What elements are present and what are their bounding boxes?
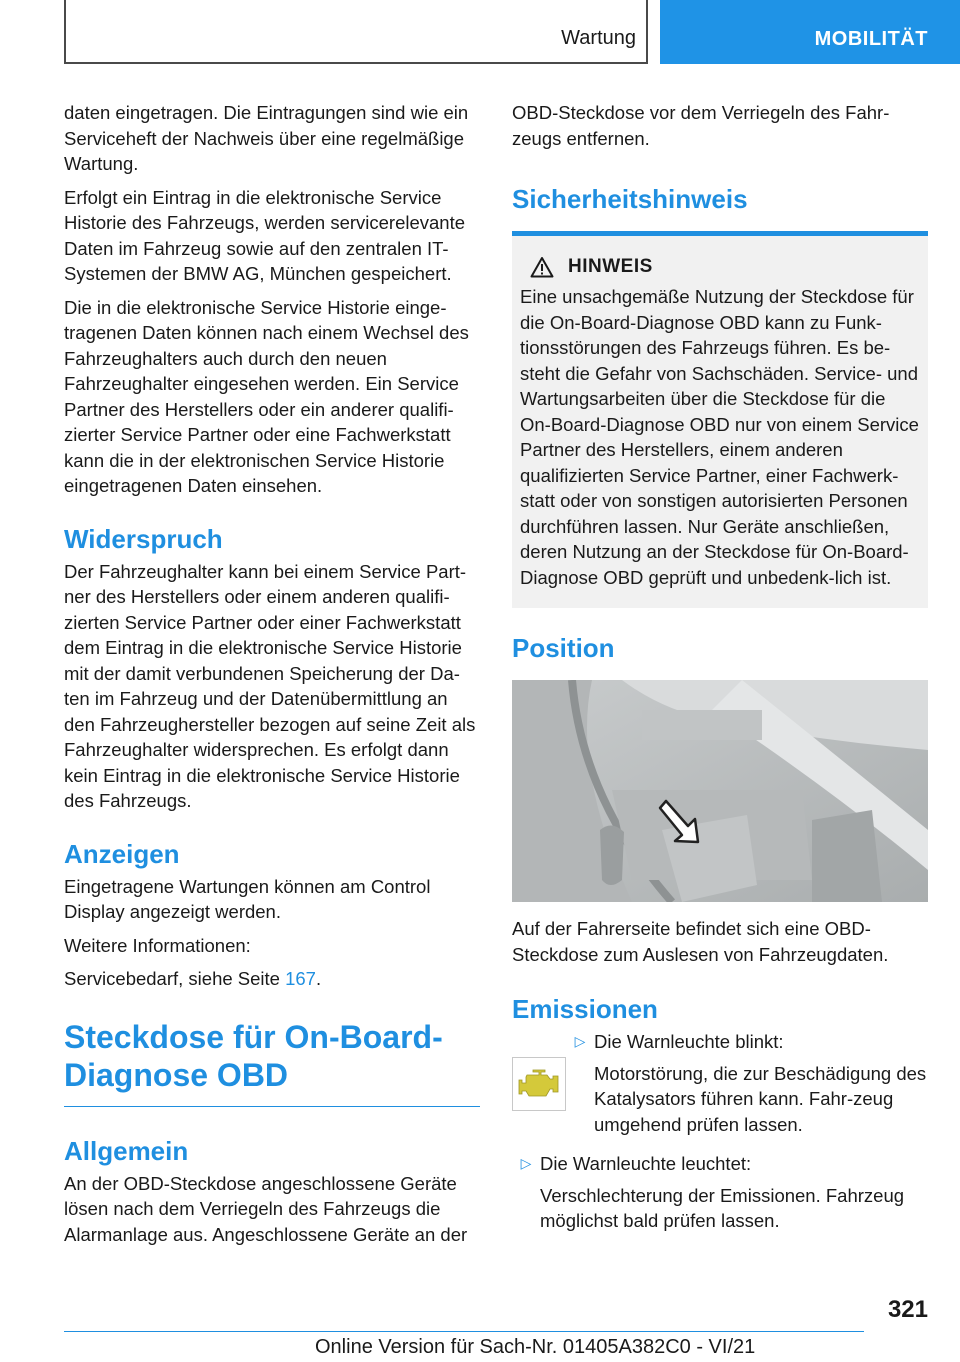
heading-sicherheitshinweis: Sicherheitshinweis: [512, 183, 928, 236]
notice-title: HINWEIS: [568, 256, 653, 277]
emission-item: [512, 1029, 928, 1143]
paragraph: Erfolgt ein Eintrag in die elektronische Service Historie des Fahrzeugs, werden servicerelevante Daten im Fahrzeug sowie auf den zentralen IT-Systemen der BMW AG, München gespeichert.: [64, 186, 466, 284]
notice-text: Eine unsachgemäße Nutzung der Steckdose für die On-Board-Diagnose OBD kann zu Funk‐tionsstörungen des Fahrzeugs führen. Es be‐steht die Gefahr von Sachschäden. Service- und Wartungsarbeiten über die Steckdose für die On-Board-Diagnose OBD nur von einem Service Partner des Herstellers, einem anderen qualifizierten Service Partner, einer Fachwerk‐statt oder von sonstigen autorisierten Personen durchführen lassen. Nur Geräte anschließen, deren Nutzung an der Steckdose für On-Board-Diagnose OBD geprüft und unbedenk‐lich ist.: [520, 286, 919, 588]
paragraph: OBD-Steckdose vor dem Verriegeln des Fahr‐zeugs entfernen.: [512, 102, 890, 149]
paragraph: Der Fahrzeughalter kann bei einem Service Part‐ner des Herstellers oder einem anderen qualifi‐zierten Service Partner oder einer Fachwerkstatt dem Eintrag in die elektronische Service Historie mit der damit verbundenen Speicherung der Da‐ten im Fahrzeug und der Datenübermittlung an den Fahrzeughersteller bezogen auf seine Zeit als Fahrzeughalter widersprechen. Es erfolgt dann kein Eintrag in die elektronische Service Historie des Fahrzeugs.: [64, 560, 476, 811]
heading-widerspruch: Widerspruch: [64, 523, 223, 554]
heading-emissionen: Emissionen: [512, 994, 658, 1024]
right-column: [512, 100, 928, 1240]
check-engine-icon: [512, 1057, 566, 1111]
header-frame: [64, 0, 648, 64]
emission-text: [594, 1029, 928, 1143]
paragraph: Eingetragene Wartungen können am Control Display angezeigt werden.: [64, 875, 431, 922]
paragraph: daten eingetragen. Die Eintragungen sind wie ein Serviceheft der Nachweis über eine regelmäßige Wartung.: [64, 102, 469, 174]
bullet-text: Verschlechterung der Emissionen. Fahrzeug möglichst bald prüfen lassen.: [540, 1184, 905, 1231]
warning-triangle-icon: [530, 256, 554, 278]
bullet-marker: ▷: [520, 1155, 532, 1171]
header-section: Wartung: [561, 27, 636, 49]
heading-anzeigen: Anzeigen: [64, 838, 180, 869]
emission-item: [512, 1151, 928, 1240]
emission-text: [540, 1151, 928, 1240]
page-number: 321: [887, 1296, 928, 1323]
paragraph: Weitere Informationen:: [64, 934, 251, 956]
reference-prefix: Servicebedarf, siehe Seite: [64, 968, 286, 989]
heading-obd: Steckdose für On-Board-Diagnose OBD: [64, 1018, 480, 1107]
bullet-title: Die Warnleuchte leuchtet:: [540, 1153, 752, 1174]
page-reference-link[interactable]: 167: [285, 968, 316, 989]
photo-caption: Auf der Fahrerseite befindet sich eine OBD-Steckdose zum Auslesen von Fahrzeugdaten.: [512, 918, 889, 965]
bullet-title: Die Warnleuchte blinkt:: [594, 1031, 784, 1052]
reference-suffix: .: [315, 968, 322, 989]
obd-position-photo: [512, 680, 928, 902]
heading-allgemein: Allgemein: [64, 1135, 189, 1166]
notice-header: [520, 256, 920, 278]
left-column: [64, 100, 480, 1255]
paragraph: An der OBD-Steckdose angeschlossene Geräte lösen nach dem Verriegeln des Fahrzeugs die Alarmanlage aus. Angeschlossene Geräte an der: [64, 1172, 468, 1245]
header-chapter-tab: [660, 0, 960, 64]
footer-text: Online Version für Sach-Nr. 01405A382C0 - VI/21: [315, 1336, 756, 1358]
notice-box: [512, 236, 928, 608]
paragraph: Die in die elektronische Service Historie einge‐tragenen Daten können nach einem Wechsel des Fahrzeughalters auch durch den neuen Fahrzeughalter eingesehen werden. Ein Service Partner des Herstellers oder ein anderer qualifi‐zierter Service Partner oder eine Fachwerkstatt kann die in der elektronischen Service Historie eingetragenen Daten einsehen.: [64, 296, 469, 496]
bullet-marker: ▷: [574, 1033, 586, 1049]
header-chapter: MOBILITÄT: [814, 28, 928, 50]
paragraph-reference: [64, 966, 480, 992]
bullet-text: Motorstörung, die zur Beschädigung des Katalysators führen kann. Fahr‐zeug umgehend prüfen lassen.: [594, 1062, 927, 1135]
footer-divider: [64, 1331, 864, 1332]
heading-position: Position: [512, 633, 615, 663]
